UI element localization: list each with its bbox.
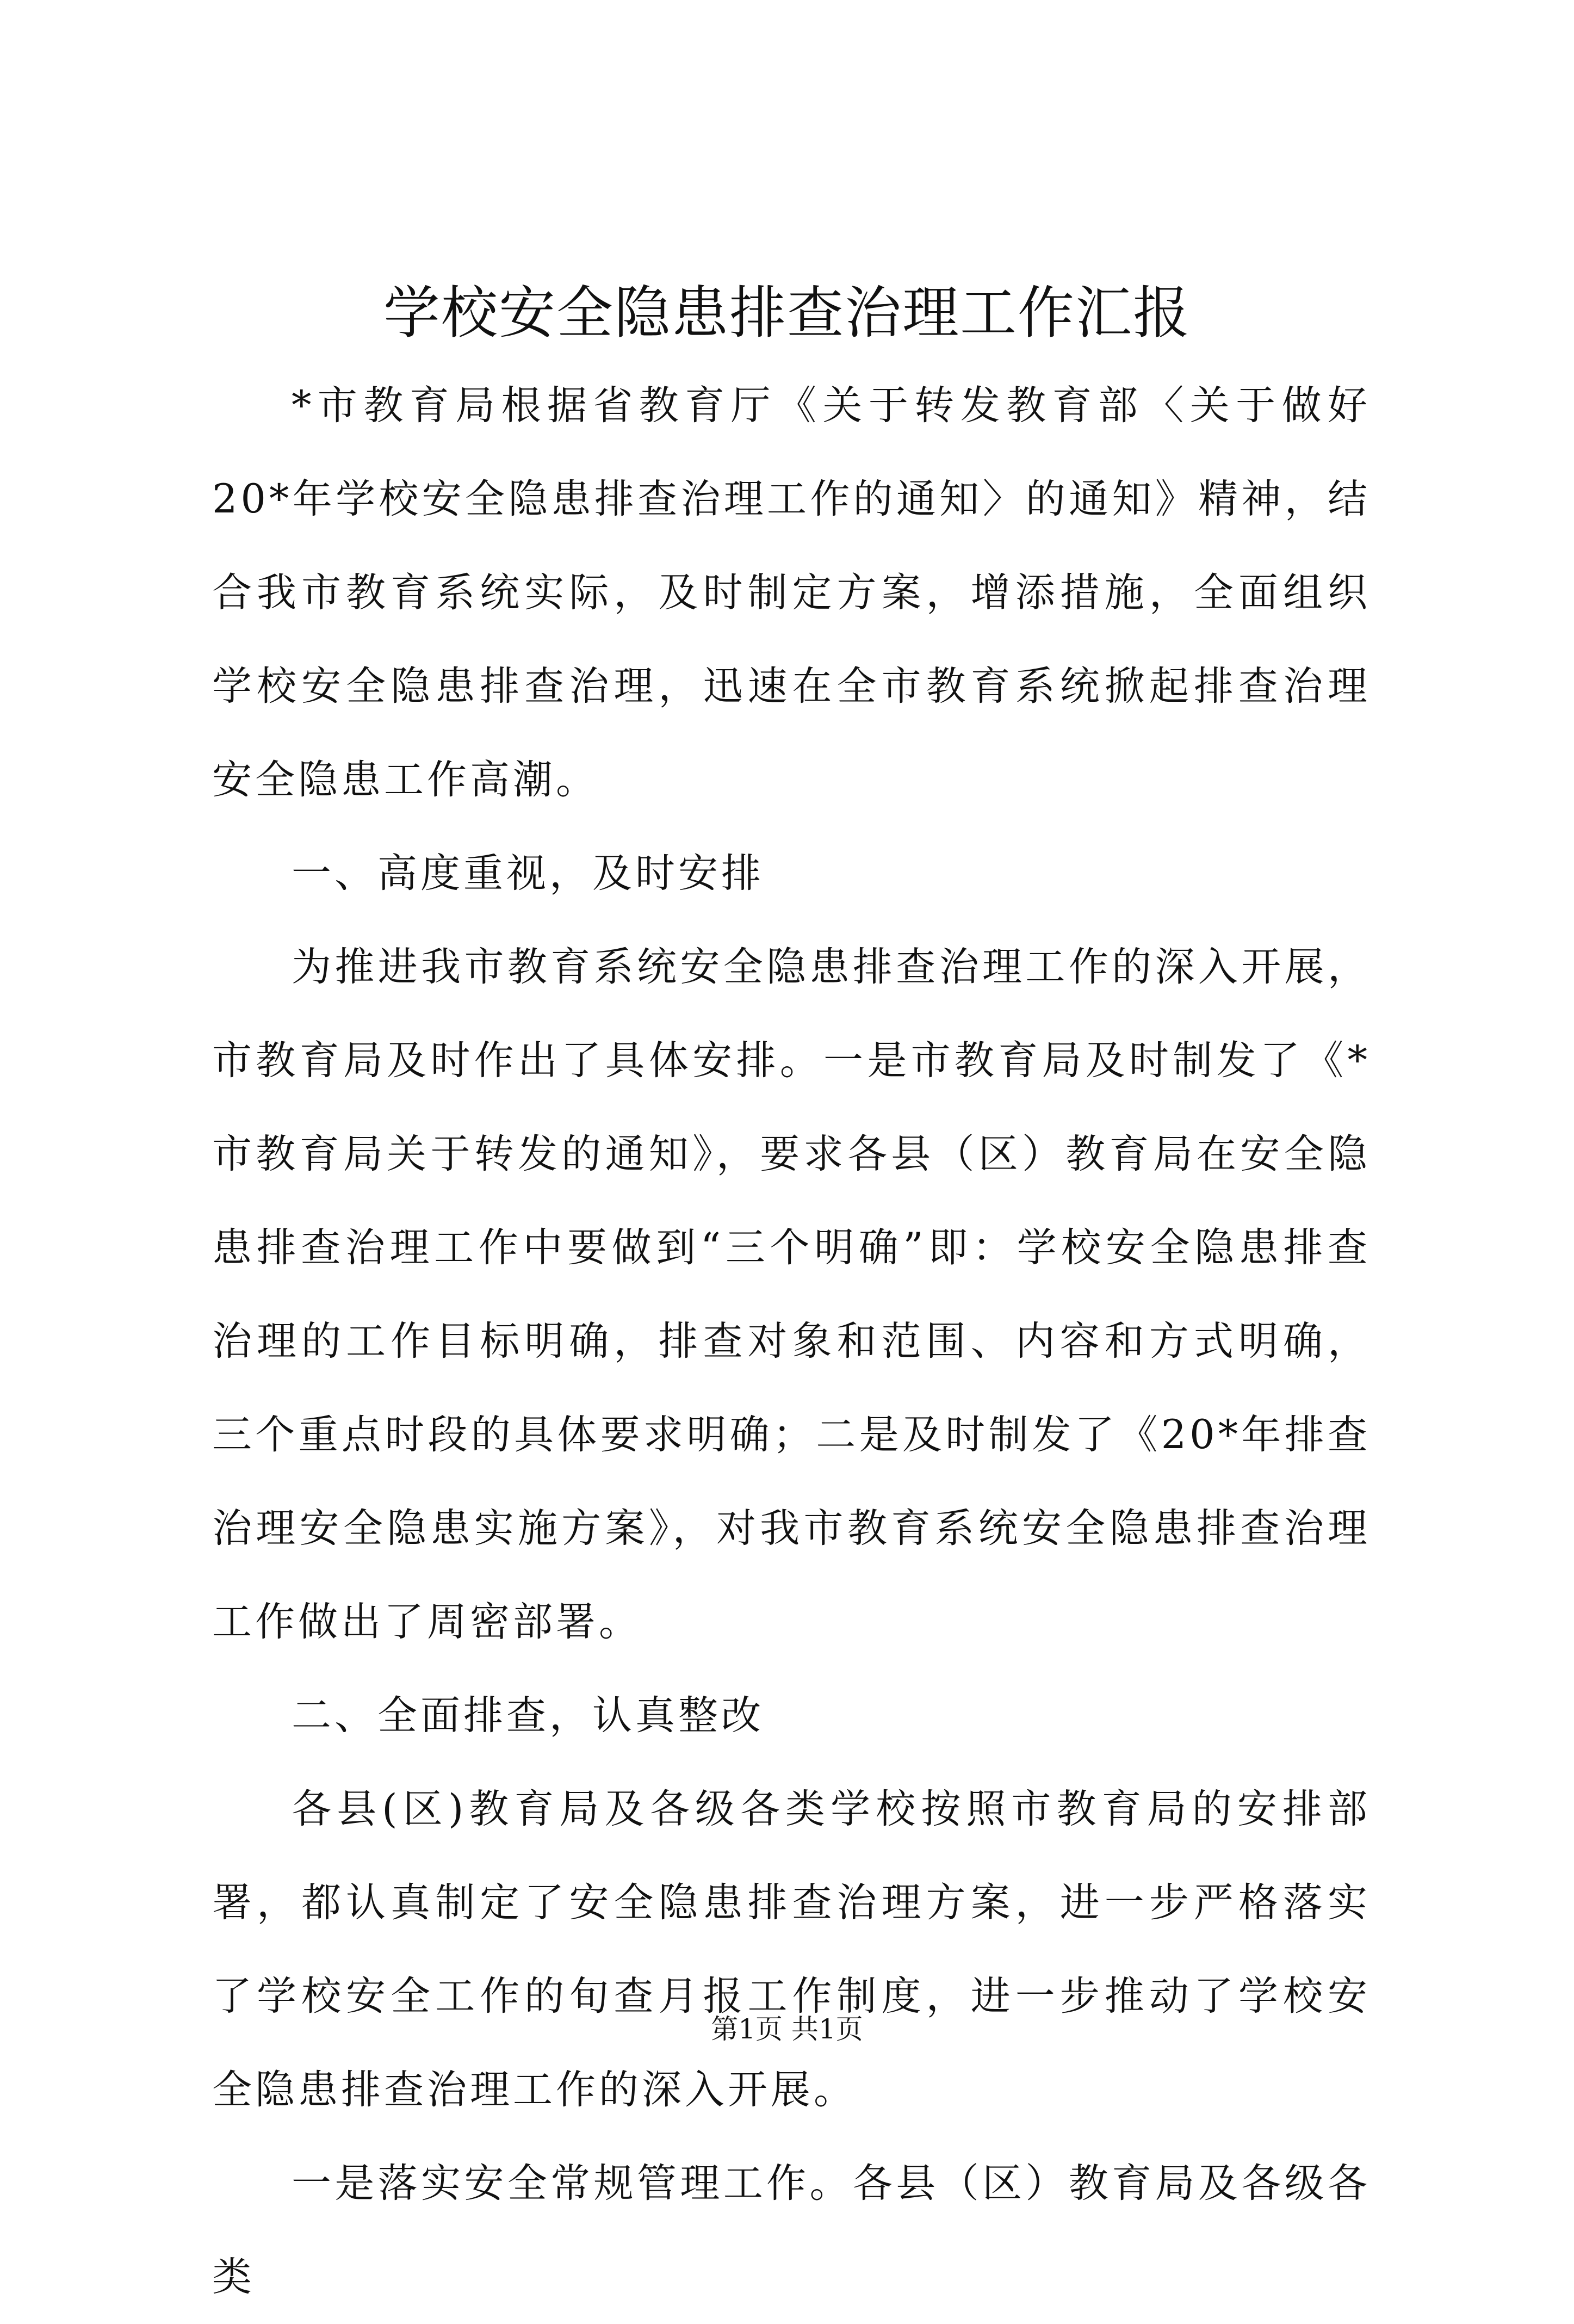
paragraph-section-2: 各县(区)教育局及各级各类学校按照市教育局的安排部署，都认真制定了安全隐患排查治理方案，进一步严格落实了学校安全工作的旬查月报工作制度，进一步推动了学校安全隐患排查治理工作的深入开展。 xyxy=(212,1786,1371,2113)
section-heading-2: 二、全面排查，认真整改 xyxy=(292,1692,764,1739)
document-title: 学校安全隐患排查治理工作汇报 xyxy=(383,280,1191,346)
page-footer: 第1页 共1页 xyxy=(711,2013,863,2045)
paragraph-intro: *市教育局根据省教育厅《关于转发教育部〈关于做好20*年学校安全隐患排查治理工作的通知〉的通知》精神，结合我市教育系统实际，及时制定方案，增添措施，全面组织学校安全隐患排查治理，迅速在全市教育系统掀起排查治理安全隐患工作高潮。 xyxy=(212,382,1371,803)
paragraph-section-1: 为推进我市教育系统安全隐患排查治理工作的深入开展，市教育局及时作出了具体安排。一是市教育局及时制发了《*市教育局关于转发的通知》，要求各县（区）教育局在安全隐患排查治理工作中要做到“三个明确”即：学校安全隐患排查治理的工作目标明确，排查对象和范围、内容和方式明确，三个重点时段的具体要求明确；二是及时制发了《20*年排查治理安全隐患实施方案》，对我市教育系统安全隐患排查治理工作做出了周密部署。 xyxy=(212,944,1371,1645)
section-heading-1: 一、高度重视，及时安排 xyxy=(292,850,764,897)
paragraph-section-2-item-1: 一是落实安全常规管理工作。各县（区）教育局及各级各类 xyxy=(212,2160,1371,2300)
